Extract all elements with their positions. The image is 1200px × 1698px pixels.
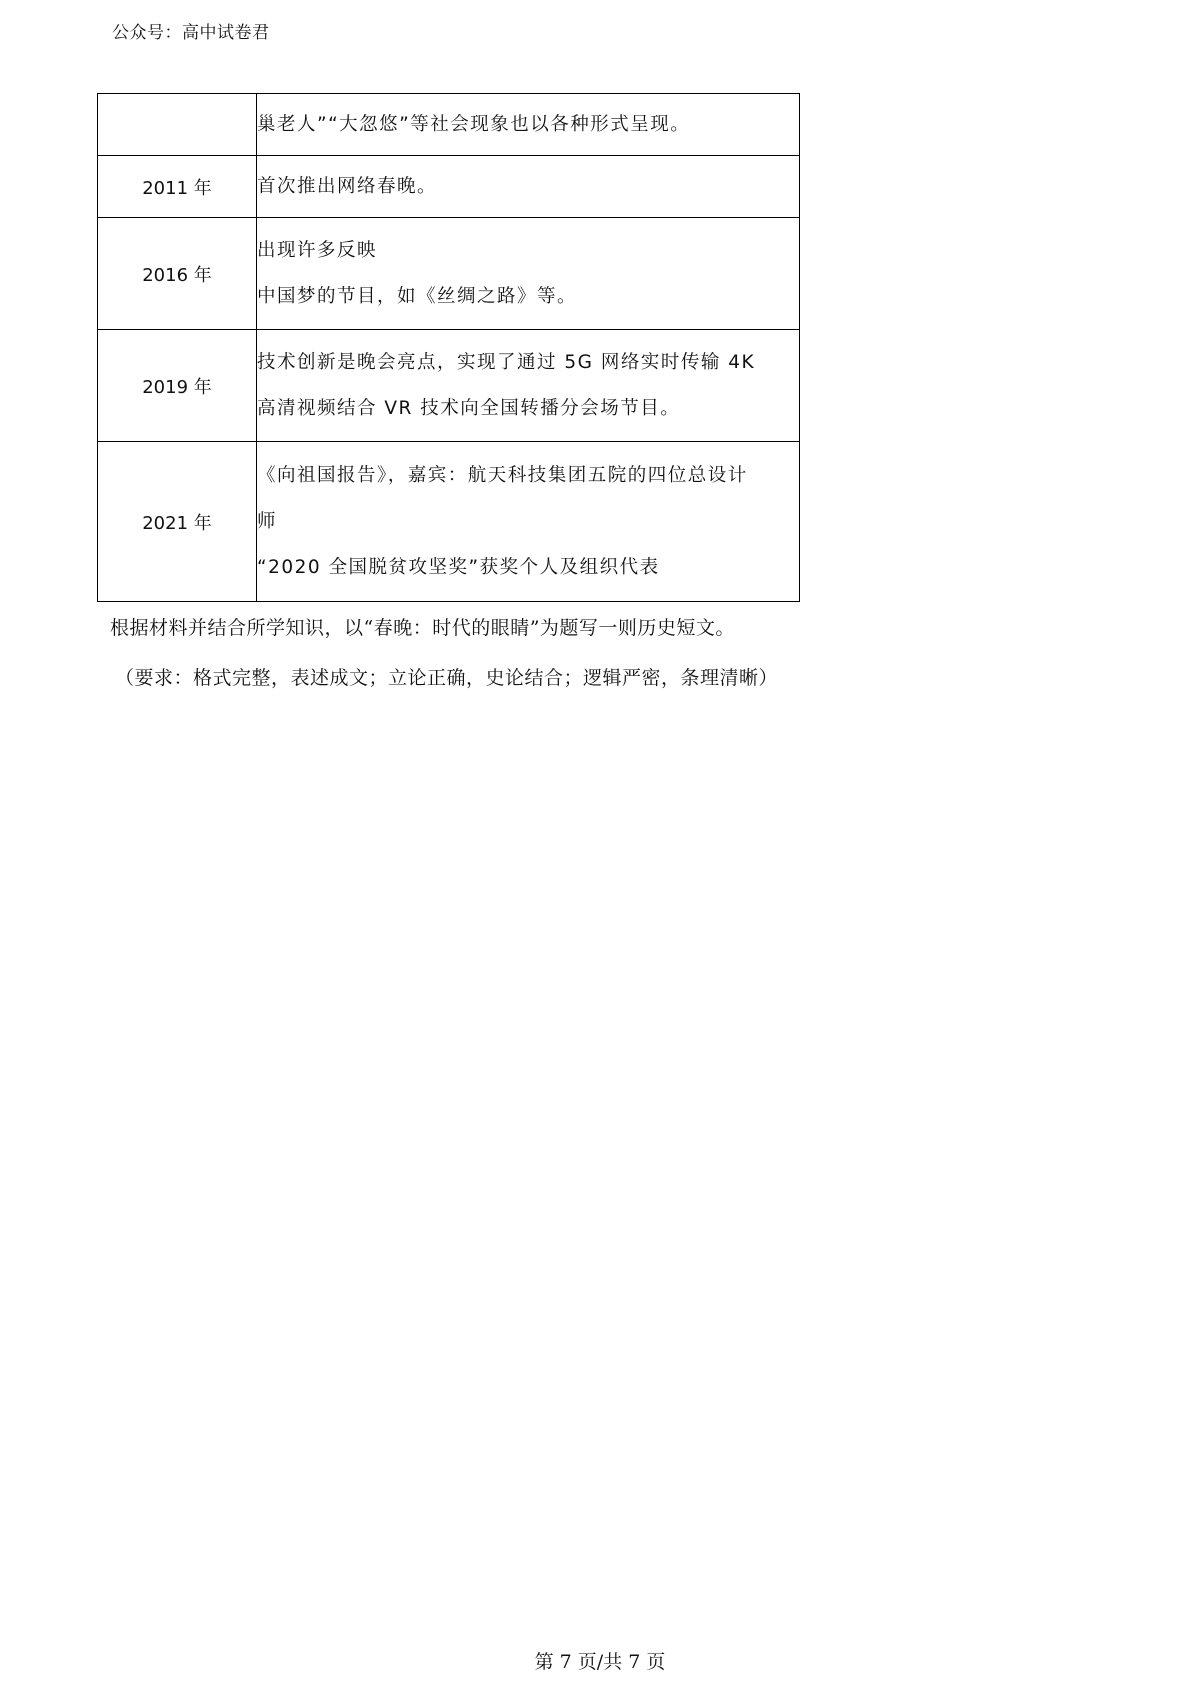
table-row — [98, 330, 800, 442]
content-line: “2020 全国脱贫攻坚奖”获奖个人及组织代表 — [257, 556, 660, 578]
page-number: 第 7 页/共 7 页 — [534, 1651, 666, 1673]
content-line: 《向祖国报告》，嘉宾：航天科技集团五院的四位总设计 — [257, 464, 748, 486]
table-row — [98, 218, 800, 330]
header-note: 公众号：高中试卷君 — [112, 23, 270, 43]
content-cell — [257, 442, 800, 602]
content-cell — [257, 156, 800, 218]
content-line: 出现许多反映 — [257, 239, 378, 261]
question-requirement: （要求：格式完整，表述成文；立论正确，史论结合；逻辑严密，条理清晰） — [115, 667, 779, 689]
table-row — [98, 94, 800, 156]
content-cell — [257, 218, 800, 330]
table-row — [98, 442, 800, 602]
content-line: 首次推出网络春晚。 — [257, 175, 438, 197]
year-cell: 2019 年 — [98, 330, 257, 442]
content-line: 高清视频结合 VR 技术向全国转播分会场节目。 — [257, 397, 681, 419]
question-prompt: 根据材料并结合所学知识，以“春晚：时代的眼睛”为题写一则历史短文。 — [110, 617, 735, 639]
year-cell — [98, 94, 257, 156]
content-cell — [257, 330, 800, 442]
content-line: 技术创新是晚会亮点，实现了通过 5G 网络实时传输 4K — [257, 351, 756, 373]
content-line: 中国梦的节目，如《丝绸之路》等。 — [257, 285, 578, 307]
table-row — [98, 156, 800, 218]
year-cell: 2021 年 — [98, 442, 257, 602]
content-line: 巢老人”“大忽悠”等社会现象也以各种形式呈现。 — [257, 113, 691, 135]
content-line: 师 — [257, 510, 278, 532]
year-cell: 2011 年 — [98, 156, 257, 218]
timeline-table — [97, 93, 800, 602]
year-cell: 2016 年 — [98, 218, 257, 330]
content-cell — [257, 94, 800, 156]
